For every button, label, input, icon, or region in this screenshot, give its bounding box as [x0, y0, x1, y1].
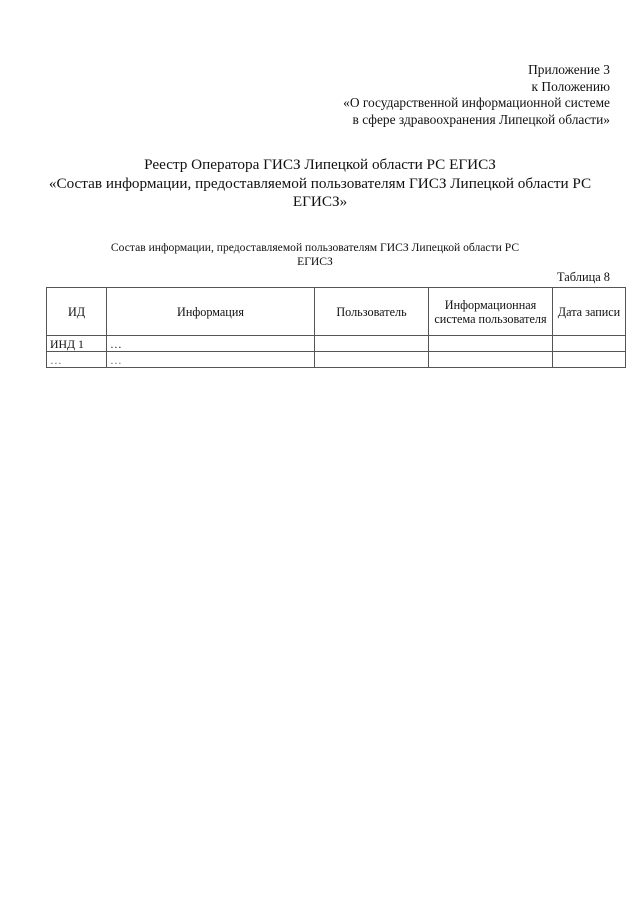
registry-title: Реестр Оператора ГИСЗ Липецкой области РС ЕГИСЗ [144, 156, 496, 173]
header-information: Информация [107, 288, 315, 336]
cell-record-date [553, 336, 626, 352]
appendix-header [343, 62, 610, 128]
header-id: ИД [47, 288, 107, 336]
table-row [47, 352, 626, 368]
table-header-row [47, 288, 626, 336]
cell-record-date [553, 352, 626, 368]
registry-subtitle: «Состав информации, предоставляемой пользователям ГИСЗ Липецкой области РС ЕГИСЗ» [48, 174, 592, 211]
table-row [47, 336, 626, 352]
cell-id: ИНД 1 [47, 336, 107, 352]
cell-user-system [429, 336, 553, 352]
cell-user [315, 352, 429, 368]
document-title [40, 156, 600, 212]
header-user: Пользователь [315, 288, 429, 336]
cell-id: … [47, 352, 107, 368]
appendix-regulation-title-line2: в сфере здравоохранения Липецкой области» [352, 111, 610, 127]
cell-information: … [107, 352, 315, 368]
appendix-reference: к Положению [531, 78, 610, 94]
header-user-system: Информационная система пользователя [429, 288, 553, 336]
information-registry-table [46, 287, 626, 368]
appendix-number: Приложение 3 [528, 62, 610, 77]
table-caption: Состав информации, предоставляемой пользователям ГИСЗ Липецкой области РС ЕГИСЗ [110, 241, 520, 269]
header-record-date: Дата записи [553, 288, 626, 336]
cell-user-system [429, 352, 553, 368]
cell-user [315, 336, 429, 352]
appendix-regulation-title-line1: «О государственной информационной системе [343, 95, 610, 110]
cell-information: … [107, 336, 315, 352]
table-number: Таблица 8 [557, 270, 610, 284]
